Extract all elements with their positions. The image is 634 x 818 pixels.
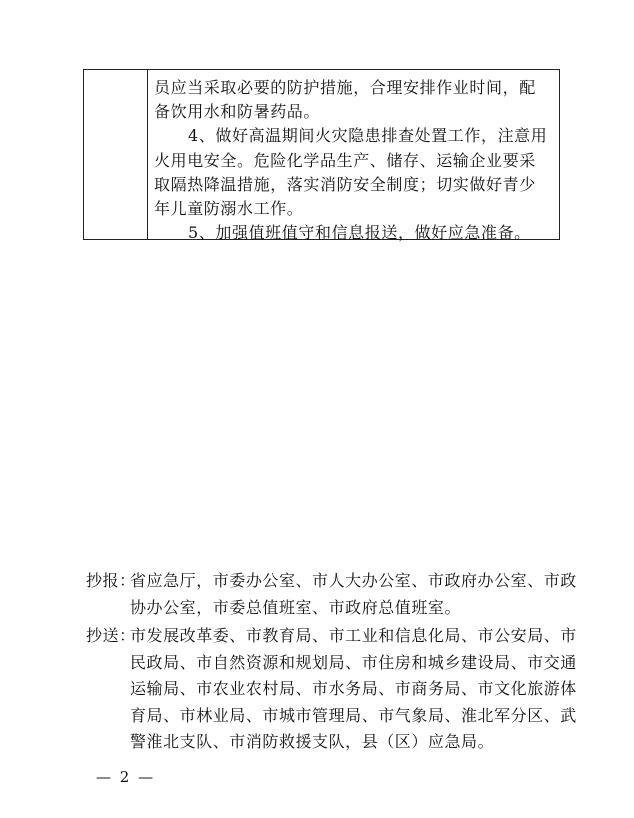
copy-to-text: 运输局、市农业农村局、市水务局、市商务局、市文化旅游体 bbox=[130, 679, 577, 698]
table-content-cell bbox=[154, 76, 554, 245]
report-to-text: 协办公室，市委总值班室、市政府总值班室。 bbox=[130, 597, 462, 617]
report-to-text: 省应急厅，市委办公室、市人大办公室、市政府办公室、市政 bbox=[130, 571, 577, 590]
copy-to-text: 市发展改革委、市教育局、市工业和信息化局、市公安局、市 bbox=[130, 626, 577, 645]
table-line: 备饮用水和防暑药品。 bbox=[154, 102, 321, 122]
table-line: 4、做好高温期间火灾隐患排查处置工作，注意用 bbox=[188, 126, 548, 146]
copy-to-label: 抄送： bbox=[86, 626, 136, 645]
table-line: 年儿童防溺水工作。 bbox=[154, 198, 304, 218]
table-line: 5、加强值班值守和信息报送，做好应急准备。 bbox=[188, 223, 531, 243]
report-to-section bbox=[86, 568, 577, 621]
table-line: 取隔热降温措施，落实消防安全制度；切实做好青少 bbox=[154, 174, 536, 194]
page-number: — 2 — bbox=[96, 768, 156, 786]
table-column-divider bbox=[147, 70, 148, 239]
copy-to-section bbox=[86, 623, 577, 756]
copy-to-text: 警淮北支队、市消防救援支队，县（区）应急局。 bbox=[130, 732, 495, 751]
copy-to-first-line bbox=[86, 623, 577, 650]
measures-table bbox=[83, 69, 560, 243]
table-line: 员应当采取必要的防护措施，合理安排作业时间，配 bbox=[154, 78, 536, 97]
copy-to-text: 民政局、市自然资源和规划局、市住房和城乡建设局、市交通 bbox=[130, 652, 577, 672]
copy-to-text: 育局、市林业局、市城市管理局、市气象局、淮北军分区、武 bbox=[130, 705, 577, 725]
table-line: 火用电安全。危险化学品生产、储存、运输企业要采 bbox=[154, 150, 536, 170]
report-to-label: 抄报： bbox=[86, 571, 136, 590]
report-to-first-line bbox=[86, 568, 577, 595]
